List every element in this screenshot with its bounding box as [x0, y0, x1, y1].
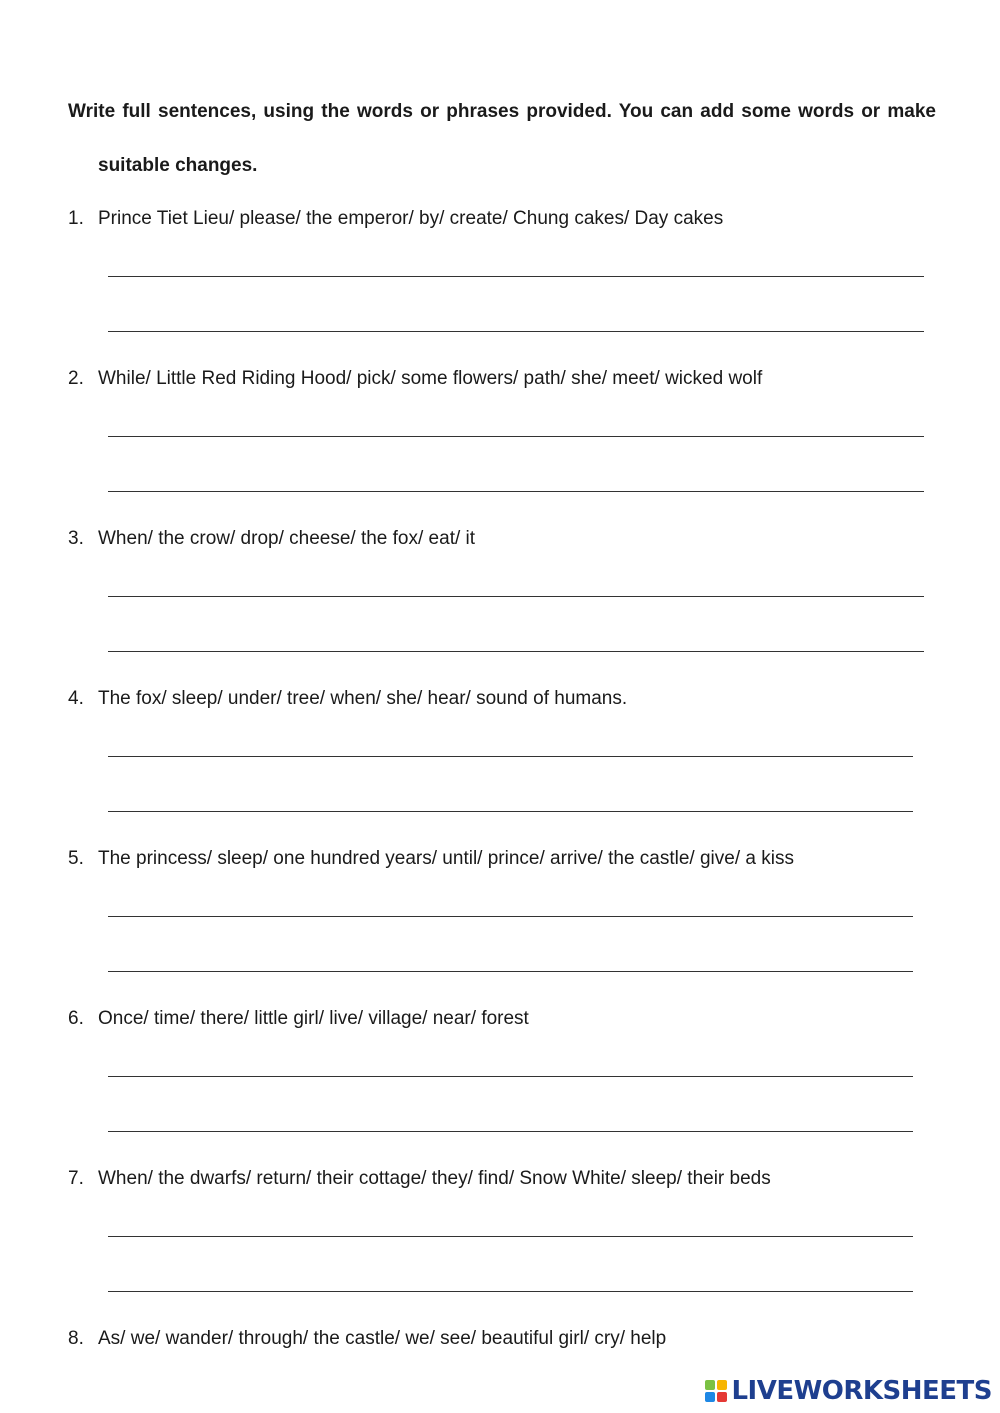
answer-line[interactable]	[108, 811, 913, 812]
question-prompt: The princess/ sleep/ one hundred years/ until/ prince/ arrive/ the castle/ give/ a kiss	[98, 848, 794, 869]
question-5	[68, 848, 940, 1008]
answer-line[interactable]	[108, 276, 924, 277]
logo-text: LIVEWORKSHEETS	[731, 1376, 992, 1406]
liveworksheets-logo-icon	[705, 1380, 727, 1402]
question-text	[68, 528, 475, 550]
question-number: 3.	[68, 528, 84, 549]
answer-line[interactable]	[108, 756, 913, 757]
question-text	[68, 368, 762, 390]
question-text	[68, 208, 723, 230]
question-prompt: While/ Little Red Riding Hood/ pick/ some flowers/ path/ she/ meet/ wicked wolf	[98, 368, 763, 389]
instruction-line-1: Write full sentences, using the words or phrases provided. You can add some words or make	[68, 101, 936, 122]
question-text	[68, 688, 627, 710]
question-7	[68, 1168, 940, 1328]
question-prompt: When/ the dwarfs/ return/ their cottage/ they/ find/ Snow White/ sleep/ their beds	[98, 1168, 771, 1189]
question-number: 7.	[68, 1168, 84, 1189]
answer-line[interactable]	[108, 596, 924, 597]
answer-line[interactable]	[108, 1236, 913, 1237]
answer-line[interactable]	[108, 1291, 913, 1292]
question-number: 5.	[68, 848, 84, 869]
question-6	[68, 1008, 940, 1168]
answer-line[interactable]	[108, 1076, 913, 1077]
answer-line[interactable]	[108, 916, 913, 917]
answer-line[interactable]	[108, 651, 924, 652]
question-number: 1.	[68, 208, 84, 229]
answer-line[interactable]	[108, 491, 924, 492]
instruction-line-2: suitable changes.	[98, 155, 258, 176]
question-text	[68, 1008, 529, 1030]
answer-line[interactable]	[108, 1131, 913, 1132]
question-number: 2.	[68, 368, 84, 389]
question-8	[68, 1328, 940, 1368]
question-prompt: When/ the crow/ drop/ cheese/ the fox/ eat/ it	[98, 528, 476, 549]
question-4	[68, 688, 940, 848]
question-number: 4.	[68, 688, 84, 709]
question-prompt: The fox/ sleep/ under/ tree/ when/ she/ hear/ sound of humans.	[98, 688, 628, 709]
question-2	[68, 368, 940, 528]
question-prompt: Once/ time/ there/ little girl/ live/ village/ near/ forest	[98, 1008, 529, 1029]
question-text	[68, 848, 794, 870]
liveworksheets-logo	[705, 1375, 992, 1407]
answer-line[interactable]	[108, 331, 924, 332]
question-text	[68, 1328, 666, 1350]
question-1	[68, 208, 940, 368]
question-number: 6.	[68, 1008, 84, 1029]
question-3	[68, 528, 940, 688]
question-text	[68, 1168, 771, 1190]
question-prompt: Prince Tiet Lieu/ please/ the emperor/ by/ create/ Chung cakes/ Day cakes	[98, 208, 724, 229]
answer-line[interactable]	[108, 971, 913, 972]
question-prompt: As/ we/ wander/ through/ the castle/ we/ see/ beautiful girl/ cry/ help	[98, 1328, 667, 1349]
answer-line[interactable]	[108, 436, 924, 437]
question-number: 8.	[68, 1328, 84, 1349]
